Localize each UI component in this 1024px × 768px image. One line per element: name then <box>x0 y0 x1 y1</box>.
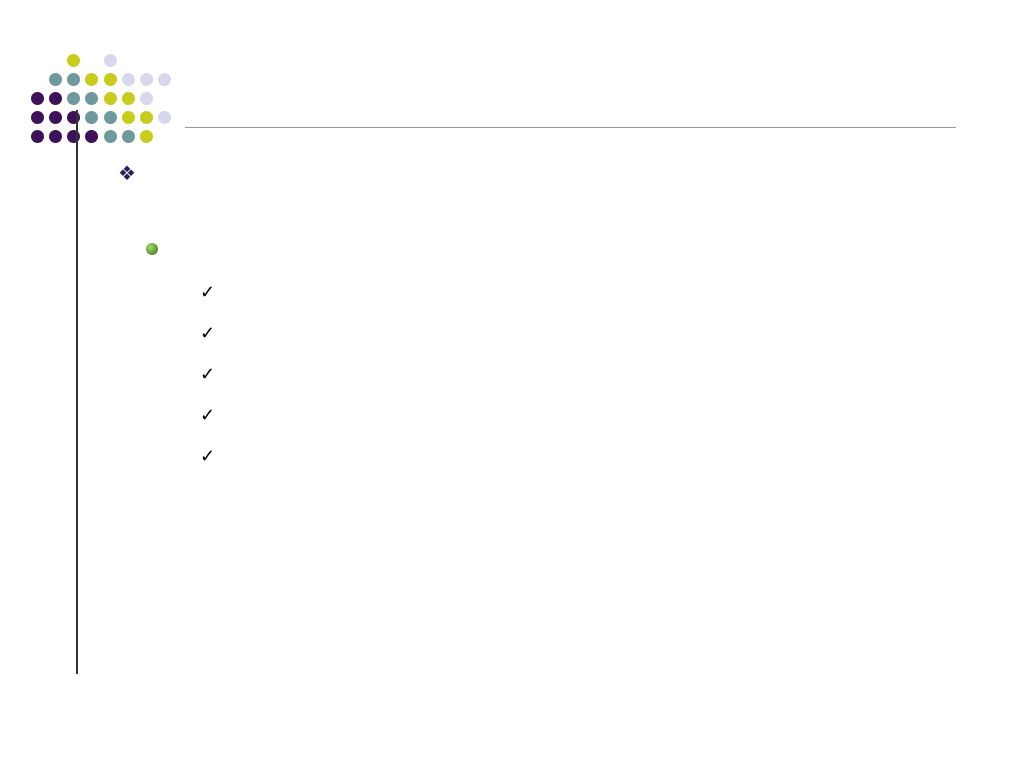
decor-dot <box>140 111 153 124</box>
decor-dot <box>122 130 135 143</box>
decor-dot <box>67 111 80 124</box>
decor-dot <box>140 130 153 143</box>
vertical-divider <box>76 110 78 674</box>
decor-dot <box>31 111 44 124</box>
decor-dot <box>158 73 171 86</box>
decor-dot <box>104 111 117 124</box>
check-mark-icon: ✓ <box>200 282 216 302</box>
decor-dot <box>85 92 98 105</box>
title-underline <box>185 127 956 128</box>
decor-dot <box>31 92 44 105</box>
decor-dot <box>104 92 117 105</box>
check-mark-icon: ✓ <box>200 446 216 466</box>
decor-dot <box>85 130 98 143</box>
green-sphere-icon <box>146 243 158 255</box>
decor-dot <box>85 111 98 124</box>
decor-dot <box>104 130 117 143</box>
decorative-dot-grid <box>0 0 180 150</box>
decor-dot <box>122 111 135 124</box>
decor-dot <box>158 111 171 124</box>
decor-dot <box>67 130 80 143</box>
decor-dot <box>67 92 80 105</box>
decor-dot <box>140 73 153 86</box>
decor-dot <box>104 73 117 86</box>
decor-dot <box>122 73 135 86</box>
decor-dot <box>67 73 80 86</box>
check-mark-icon: ✓ <box>200 323 216 343</box>
decor-dot <box>49 92 62 105</box>
diamond-cluster-icon: ❖ <box>118 163 136 185</box>
decor-dot <box>122 92 135 105</box>
check-mark-icon: ✓ <box>200 364 216 384</box>
decor-dot <box>49 73 62 86</box>
decor-dot <box>104 54 117 67</box>
decor-dot <box>67 54 80 67</box>
decor-dot <box>85 73 98 86</box>
decor-dot <box>49 111 62 124</box>
decor-dot <box>49 130 62 143</box>
check-mark-icon: ✓ <box>200 405 216 425</box>
decor-dot <box>140 92 153 105</box>
decor-dot <box>31 130 44 143</box>
